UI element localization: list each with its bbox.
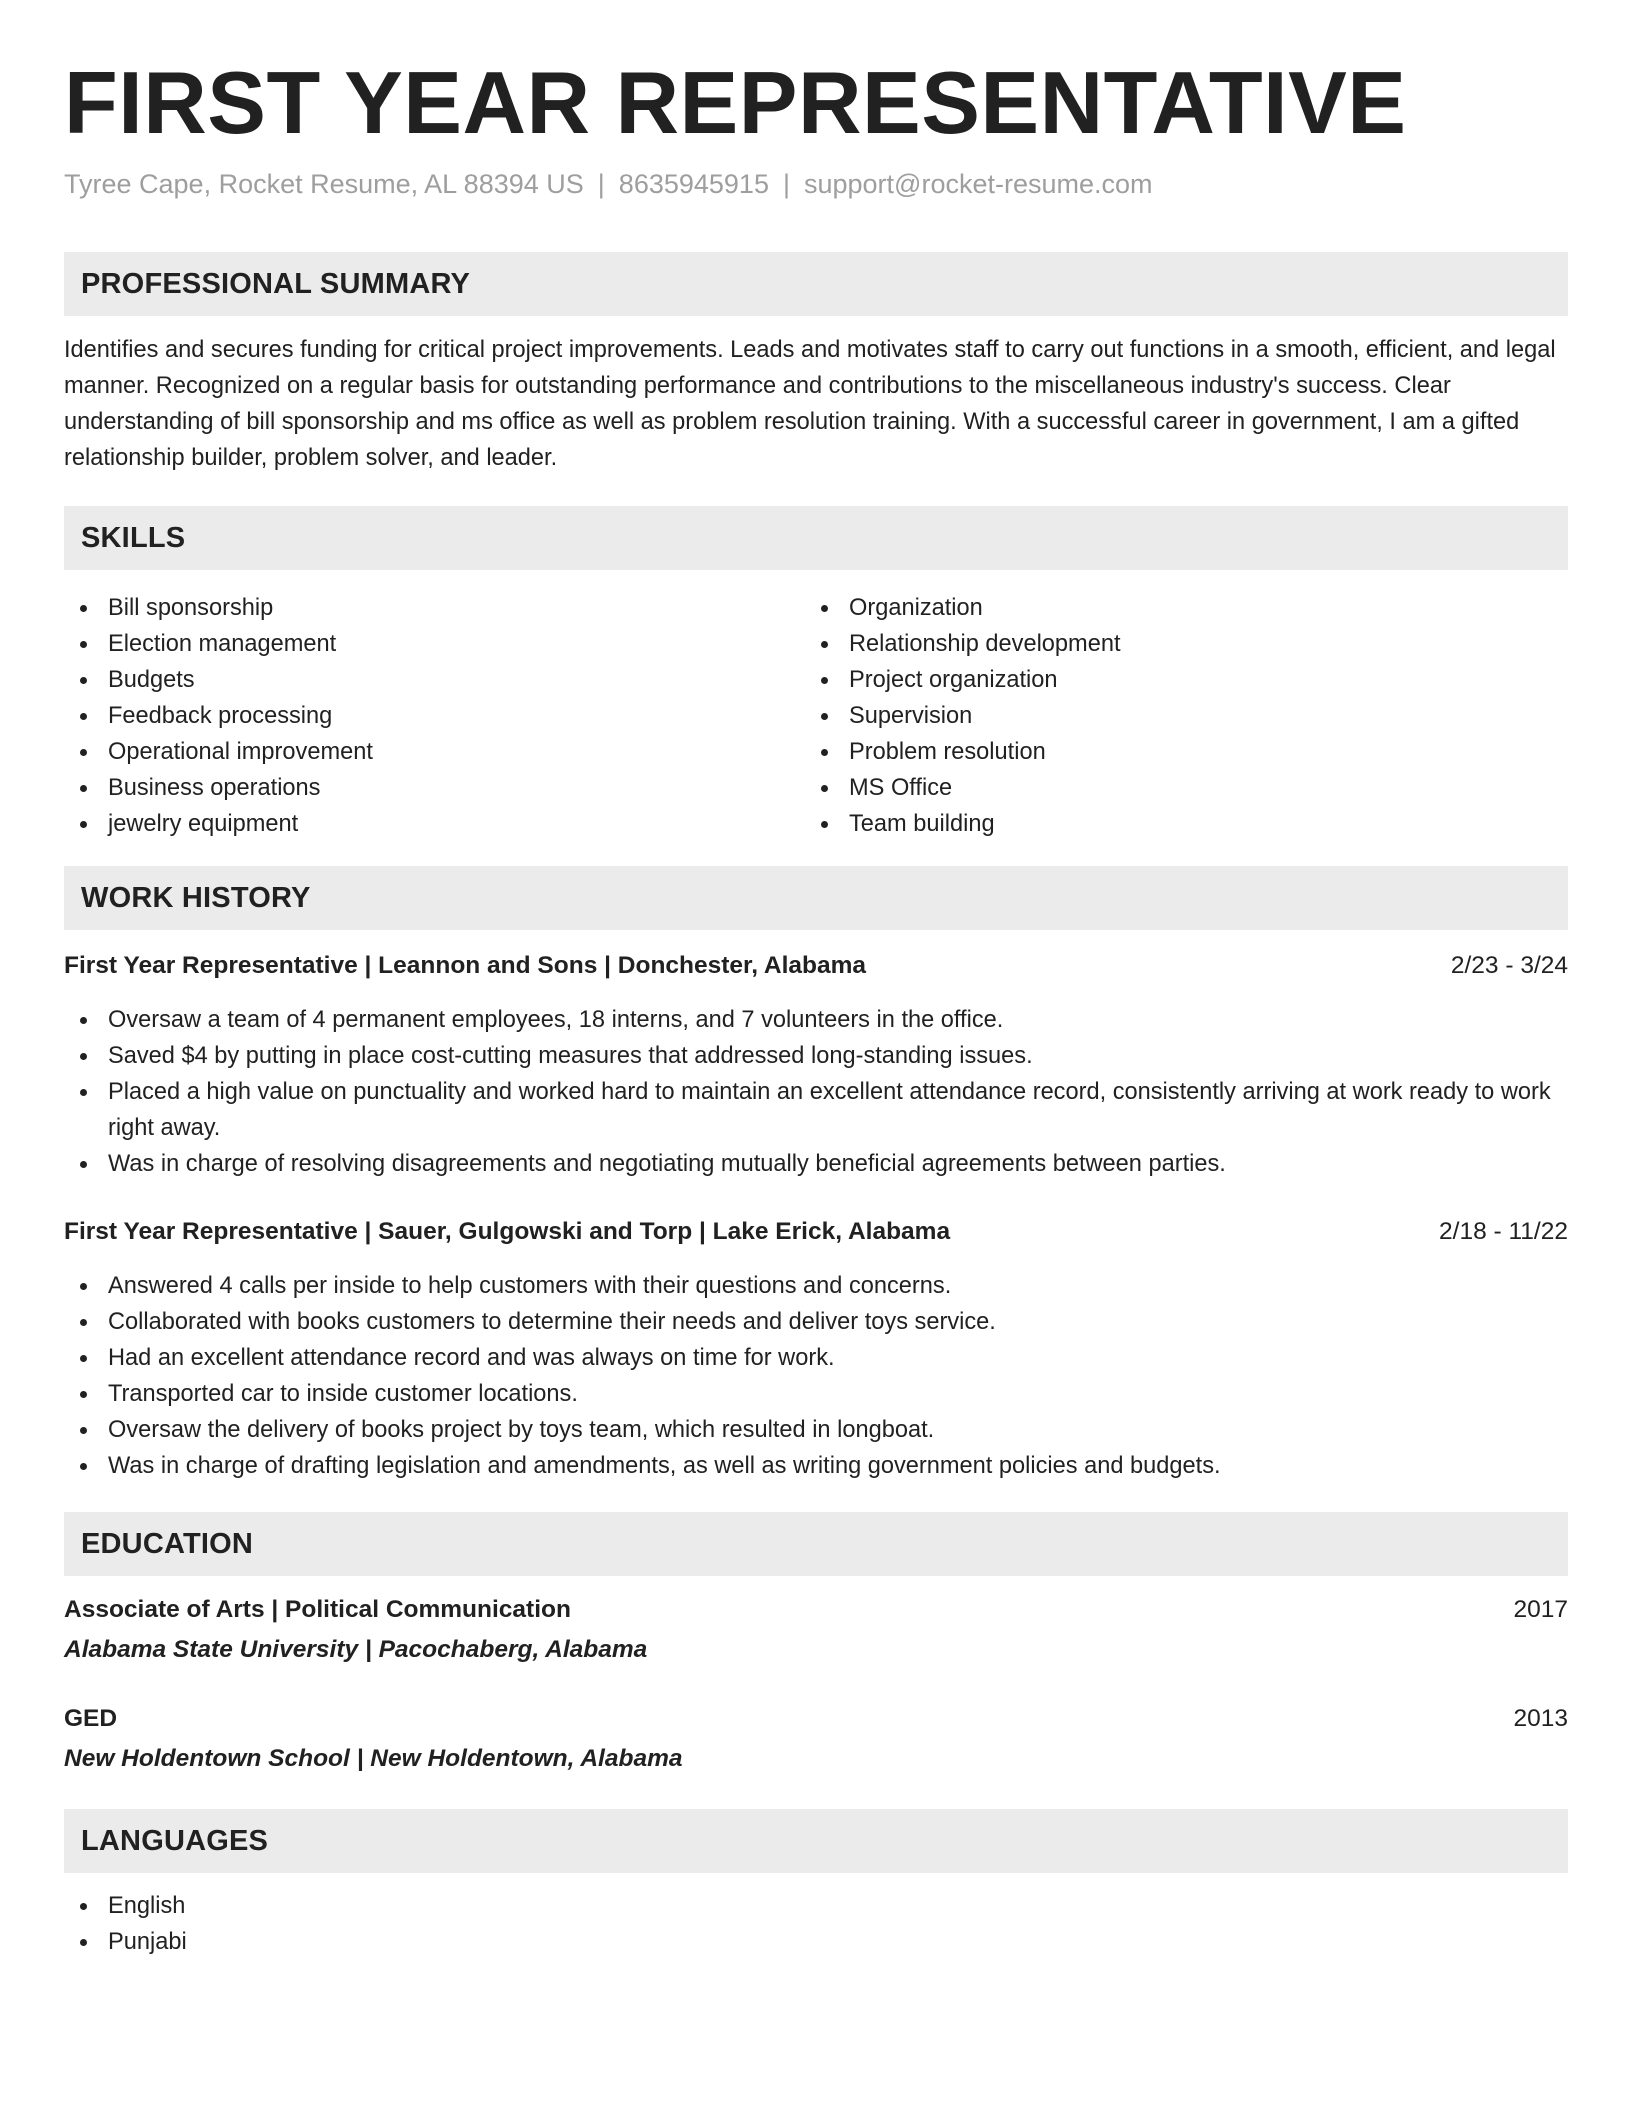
job-bullets (64, 1002, 1568, 1182)
section-title: EDUCATION (81, 1527, 254, 1560)
skill-item: MS Office (805, 770, 1505, 806)
skills-list-right (805, 590, 1505, 842)
education-year: 2013 (1513, 1705, 1568, 1732)
skill-item: Operational improvement (64, 734, 764, 770)
skill-item: Project organization (805, 662, 1505, 698)
section-header-languages (64, 1809, 1568, 1873)
skills-list-left (64, 590, 764, 842)
job-bullet: Was in charge of drafting legislation and amendments, as well as writing government policies and budgets. (64, 1448, 1568, 1484)
languages-list (64, 1888, 764, 1960)
education-year: 2017 (1513, 1596, 1568, 1623)
contact-address: Tyree Cape, Rocket Resume, AL 88394 US (64, 169, 584, 199)
job-bullet: Was in charge of resolving disagreements and negotiating mutually beneficial agreements between parties. (64, 1146, 1568, 1182)
skill-item: Organization (805, 590, 1505, 626)
summary-text: Identifies and secures funding for critical project improvements. Leads and motivates staff to carry out functions in a smooth, efficient, and legal manner. Recognized on a regular basis for outstanding performance and contributions to the miscellaneous industry's success. Clear understanding of bill sponsorship and ms office as well as problem resolution training. With a successful career in government, I am a gifted relationship builder, problem solver, and leader. (64, 337, 1556, 471)
skill-item: Budgets (64, 662, 764, 698)
section-title: WORK HISTORY (81, 881, 311, 914)
job-dates: 2/18 - 11/22 (1439, 1218, 1568, 1245)
job-bullets (64, 1268, 1568, 1484)
skill-item: Problem resolution (805, 734, 1505, 770)
contact-line (64, 166, 1153, 202)
skill-item: Election management (64, 626, 764, 662)
contact-separator: | (597, 169, 605, 199)
education-school: Alabama State University | Pacochaberg, Alabama (64, 1636, 648, 1663)
job-bullet: Placed a high value on punctuality and worked hard to maintain an excellent attendance record, consistently arriving at work ready to work right away. (64, 1074, 1568, 1146)
skill-item: Relationship development (805, 626, 1505, 662)
contact-separator: | (782, 169, 790, 199)
section-header-education (64, 1512, 1568, 1576)
job-bullet: Collaborated with books customers to determine their needs and deliver toys service. (64, 1304, 1568, 1340)
education-title-row (64, 1592, 1568, 1628)
section-header-skills (64, 506, 1568, 570)
job-bullet: Answered 4 calls per inside to help customers with their questions and concerns. (64, 1268, 1568, 1304)
job-title: First Year Representative | Leannon and Sons | Donchester, Alabama (64, 952, 867, 979)
contact-phone: 8635945915 (618, 169, 769, 199)
education-degree: GED (64, 1705, 118, 1732)
skill-item: jewelry equipment (64, 806, 764, 842)
skill-item: Team building (805, 806, 1505, 842)
job-dates: 2/23 - 3/24 (1450, 952, 1568, 979)
job-bullet: Oversaw a team of 4 permanent employees, 18 interns, and 7 volunteers in the office. (64, 1002, 1568, 1038)
education-school: New Holdentown School | New Holdentown, Alabama (64, 1745, 683, 1772)
job-title-row (64, 1214, 1568, 1250)
job-title: First Year Representative | Sauer, Gulgowski and Torp | Lake Erick, Alabama (64, 1218, 951, 1245)
skill-item: Business operations (64, 770, 764, 806)
job-bullet: Saved $4 by putting in place cost-cutting measures that addressed long-standing issues. (64, 1038, 1568, 1074)
skill-item: Feedback processing (64, 698, 764, 734)
section-title: PROFESSIONAL SUMMARY (81, 267, 471, 300)
resume-name: FIRST YEAR REPRESENTATIVE (64, 53, 1407, 152)
job-bullet: Had an excellent attendance record and was always on time for work. (64, 1340, 1568, 1376)
section-header-work (64, 866, 1568, 930)
job-title-row (64, 948, 1568, 984)
section-header-summary (64, 252, 1568, 316)
education-title-row (64, 1701, 1568, 1737)
skill-item: Supervision (805, 698, 1505, 734)
language-item: English (64, 1888, 764, 1924)
section-title: SKILLS (81, 521, 186, 554)
language-item: Punjabi (64, 1924, 764, 1960)
job-bullet: Transported car to inside customer locations. (64, 1376, 1568, 1412)
contact-email: support@rocket-resume.com (803, 169, 1153, 199)
job-bullet: Oversaw the delivery of books project by toys team, which resulted in longboat. (64, 1412, 1568, 1448)
education-degree: Associate of Arts | Political Communication (64, 1596, 571, 1623)
skill-item: Bill sponsorship (64, 590, 764, 626)
section-title: LANGUAGES (81, 1824, 269, 1857)
